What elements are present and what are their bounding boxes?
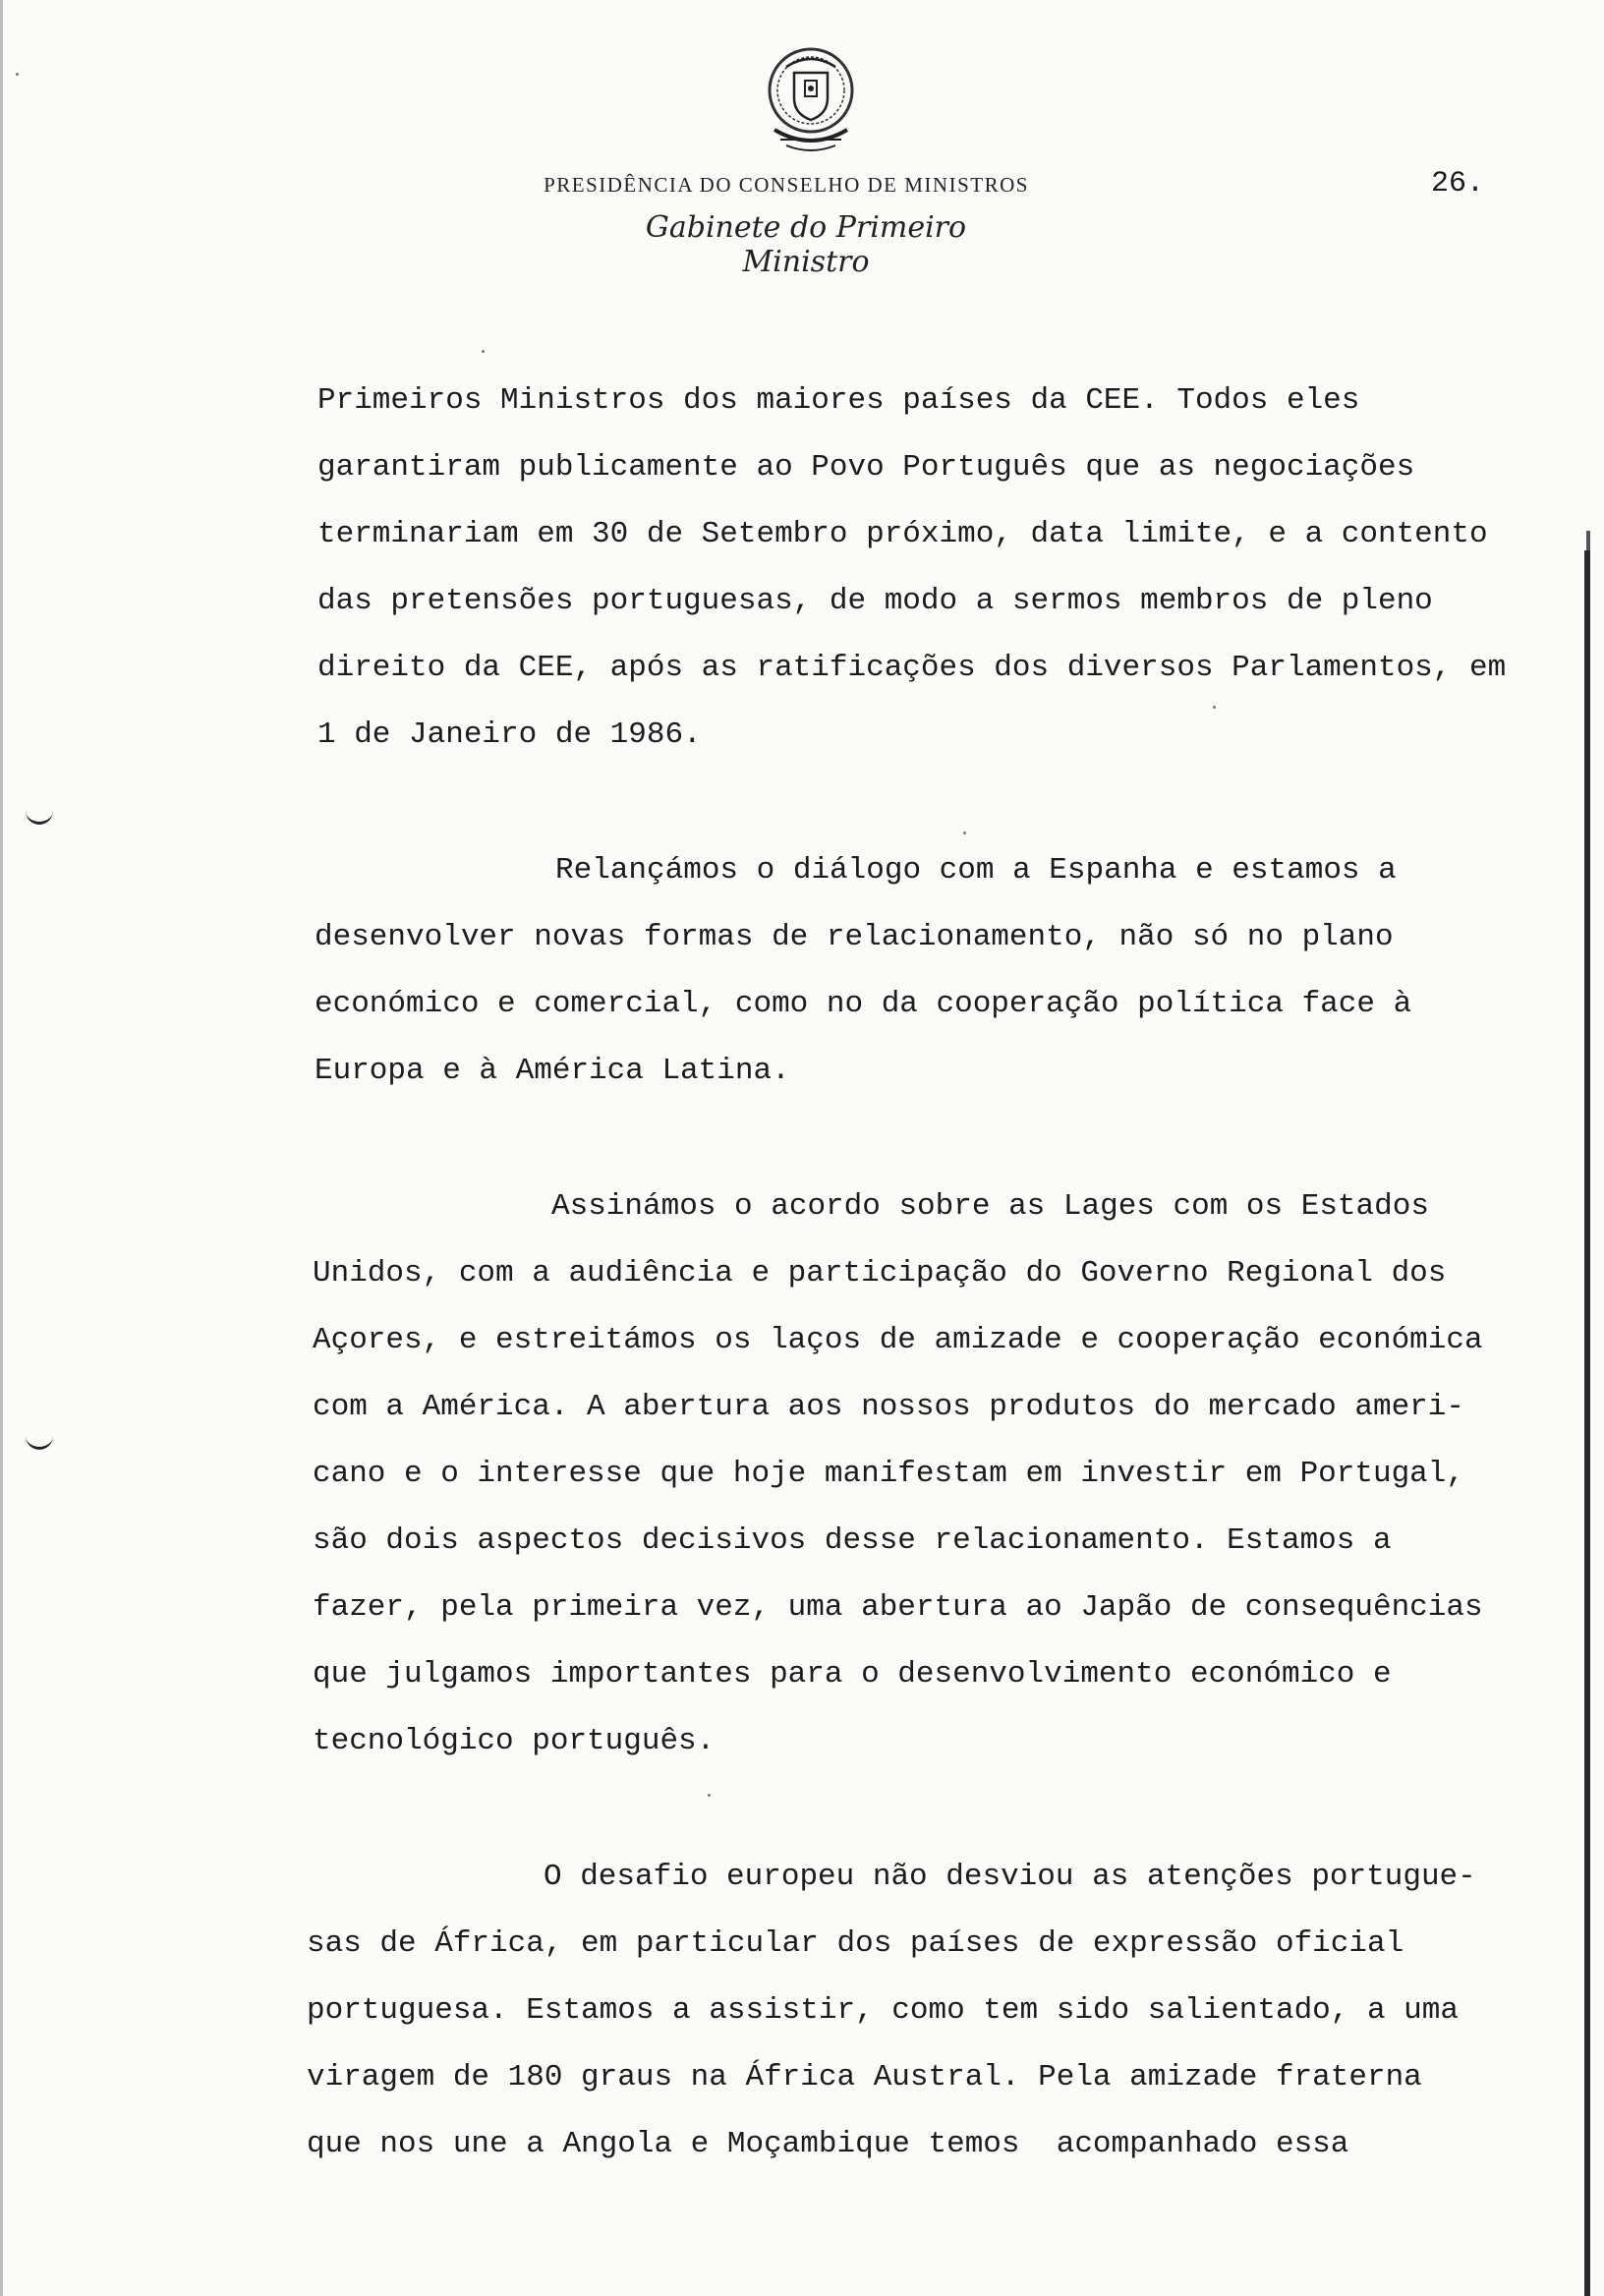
paragraph-3-line: cano e o interesse que hoje manifestam em investir em Portugal,: [313, 1457, 1464, 1491]
margin-mark: [26, 804, 53, 825]
scan-speck: [1213, 706, 1216, 709]
paragraph-3-line: fazer, pela primeira vez, uma abertura ao Japão de consequências: [313, 1590, 1483, 1625]
coat-of-arms-icon: [757, 39, 865, 167]
paragraph-1-line: das pretensões portuguesas, de modo a sermos membros de pleno: [317, 584, 1433, 618]
paragraph-3-line: tecnológico português.: [313, 1724, 716, 1758]
paragraph-4-line: sas de África, em particular dos países de expressão oficial: [307, 1926, 1404, 1961]
margin-mark: [26, 1429, 53, 1450]
scan-speck: [16, 73, 19, 76]
paragraph-1-line: direito da CEE, após as ratificações dos diversos Parlamentos, em: [317, 651, 1507, 685]
paragraph-2-line: económico e comercial, como no da cooperação política face à: [315, 987, 1412, 1021]
paragraph-3-line: Açores, e estreitámos os laços de amizade e cooperação económica: [313, 1323, 1483, 1357]
scan-speck: [963, 832, 966, 834]
scan-speck: [708, 1794, 711, 1797]
paragraph-3-line: são dois aspectos decisivos desse relacionamento. Estamos a: [313, 1523, 1392, 1558]
paragraph-4-line: portuguesa. Estamos a assistir, como tem sido salientado, a uma: [307, 1993, 1459, 2028]
paragraph-3-line: Assinámos o acordo sobre as Lages com os Estados: [551, 1189, 1429, 1224]
paragraph-2-line: desenvolver novas formas de relacionamento, não só no plano: [315, 920, 1394, 954]
paragraph-1-line: 1 de Janeiro de 1986.: [317, 718, 702, 752]
paragraph-4-line: viragem de 180 graus na África Austral. Pela amizade fraterna: [307, 2060, 1422, 2095]
office-subheader: Gabinete do Primeiro Ministro: [645, 210, 967, 279]
paragraph-3-line: que julgamos importantes para o desenvolvimento económico e: [313, 1657, 1392, 1692]
page-right-edge: [1584, 550, 1590, 2296]
paragraph-3-line: com a América. A abertura aos nossos produtos do mercado ameri-: [313, 1390, 1464, 1424]
paragraph-2-line: Relançámos o diálogo com a Espanha e estamos a: [555, 853, 1397, 888]
paragraph-1-line: Primeiros Ministros dos maiores países da CEE. Todos eles: [317, 383, 1360, 418]
paragraph-4-line: O desafio europeu não desviou as atenções portugue-: [544, 1860, 1476, 1894]
scan-speck: [482, 350, 485, 353]
paragraph-4-line: que nos une a Angola e Moçambique temos acompanhado essa: [307, 2127, 1349, 2161]
paragraph-2-line: Europa e à América Latina.: [315, 1054, 790, 1088]
paragraph-3-line: Unidos, com a audiência e participação do Governo Regional dos: [313, 1256, 1447, 1291]
paragraph-1-line: terminariam em 30 de Setembro próximo, data limite, e a contento: [317, 517, 1488, 551]
paragraph-1-line: garantiram publicamente ao Povo Português que as negociações: [317, 450, 1415, 485]
page-left-edge: [0, 0, 3, 2296]
page-number: 26.: [1431, 167, 1485, 201]
organization-header: PRESIDÊNCIA DO CONSELHO DE MINISTROS: [544, 173, 1029, 197]
